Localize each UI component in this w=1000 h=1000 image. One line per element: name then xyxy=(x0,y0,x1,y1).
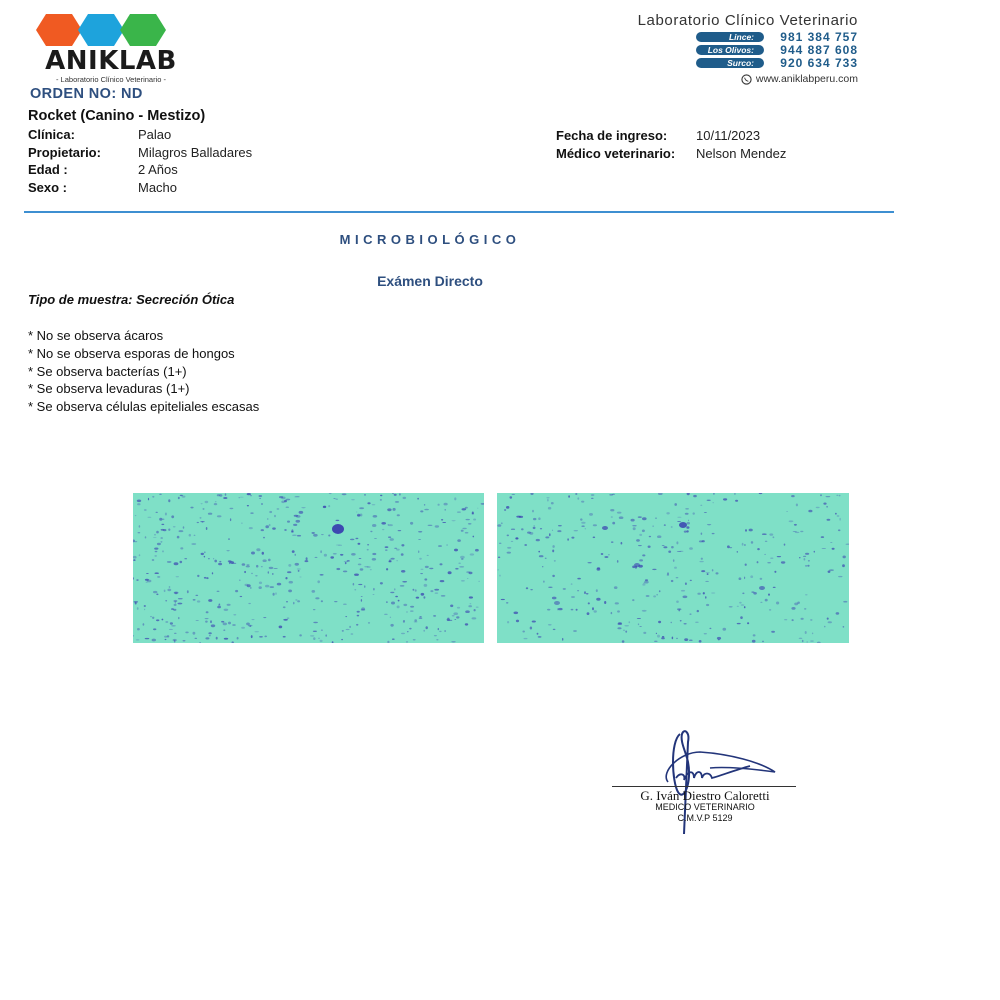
date-value: 10/11/2023 xyxy=(696,128,761,143)
sex-value: Macho xyxy=(138,180,178,195)
contact-los-olivos xyxy=(696,43,858,57)
whatsapp-icon xyxy=(741,74,752,85)
owner-row xyxy=(28,145,252,160)
contact-lince xyxy=(696,30,858,44)
logo-tagline: - Laboratorio Clínico Veterinario - xyxy=(55,75,167,84)
contact-phone: 920 634 733 xyxy=(780,56,858,70)
signature-line xyxy=(612,786,796,787)
signer-name: G. Iván Diestro Caloretti xyxy=(640,788,770,803)
date-label: Fecha de ingreso: xyxy=(556,128,668,143)
order-number: ORDEN NO: ND xyxy=(30,86,143,102)
sex-row xyxy=(28,180,177,195)
patient-title: Rocket (Canino - Mestizo) xyxy=(28,108,206,124)
microscopy-image-1 xyxy=(133,493,484,643)
signer-registration: C.M.V.P 5129 xyxy=(677,813,733,823)
sample-type: Tipo de muestra: Secreción Ótica xyxy=(28,292,235,307)
section-title: MICROBIOLÓGICO xyxy=(339,232,521,247)
finding-item: * Se observa bacterías (1+) xyxy=(28,363,187,379)
microscopy-image-2 xyxy=(497,493,849,643)
vet-row xyxy=(556,146,786,161)
clinic-value: Palao xyxy=(138,127,172,142)
finding-item: * Se observa levaduras (1+) xyxy=(28,381,190,397)
age-row xyxy=(28,162,178,177)
header-divider xyxy=(24,211,894,213)
finding-item: * Se observa células epiteliales escasas xyxy=(28,399,260,415)
sex-label: Sexo : xyxy=(28,180,68,195)
website-link[interactable]: www.aniklabperu.com xyxy=(755,73,858,85)
clinic-label: Clínica: xyxy=(28,127,75,142)
finding-item: * No se observa esporas de hongos xyxy=(28,345,235,361)
contact-phone: 944 887 608 xyxy=(780,43,858,57)
signer-role: MEDICO VETERINARIO xyxy=(655,802,755,812)
vet-value: Nelson Mendez xyxy=(696,146,787,161)
age-value: 2 Años xyxy=(138,162,178,177)
logo-wordmark: ANIKLAB xyxy=(45,46,177,76)
age-label: Edad : xyxy=(28,162,68,177)
aniklab-logo xyxy=(36,12,186,84)
contact-phone: 981 384 757 xyxy=(780,30,858,44)
owner-value: Milagros Balladares xyxy=(138,145,253,160)
clinic-row xyxy=(28,127,171,142)
exam-title: Exámen Directo xyxy=(377,273,483,289)
finding-item: * No se observa ácaros xyxy=(28,328,164,343)
website[interactable] xyxy=(741,73,858,85)
contact-surco xyxy=(696,56,858,70)
contact-label: Lince: xyxy=(696,32,764,42)
owner-label: Propietario: xyxy=(28,145,101,160)
contact-label: Surco: xyxy=(696,58,764,68)
date-row xyxy=(556,128,760,143)
hexagon-logo-icon xyxy=(36,12,186,48)
contact-label: Los Olivos: xyxy=(696,45,764,55)
vet-label: Médico veterinario: xyxy=(556,146,676,161)
lab-title: Laboratorio Clínico Veterinario xyxy=(637,12,858,29)
findings-list xyxy=(28,327,259,416)
